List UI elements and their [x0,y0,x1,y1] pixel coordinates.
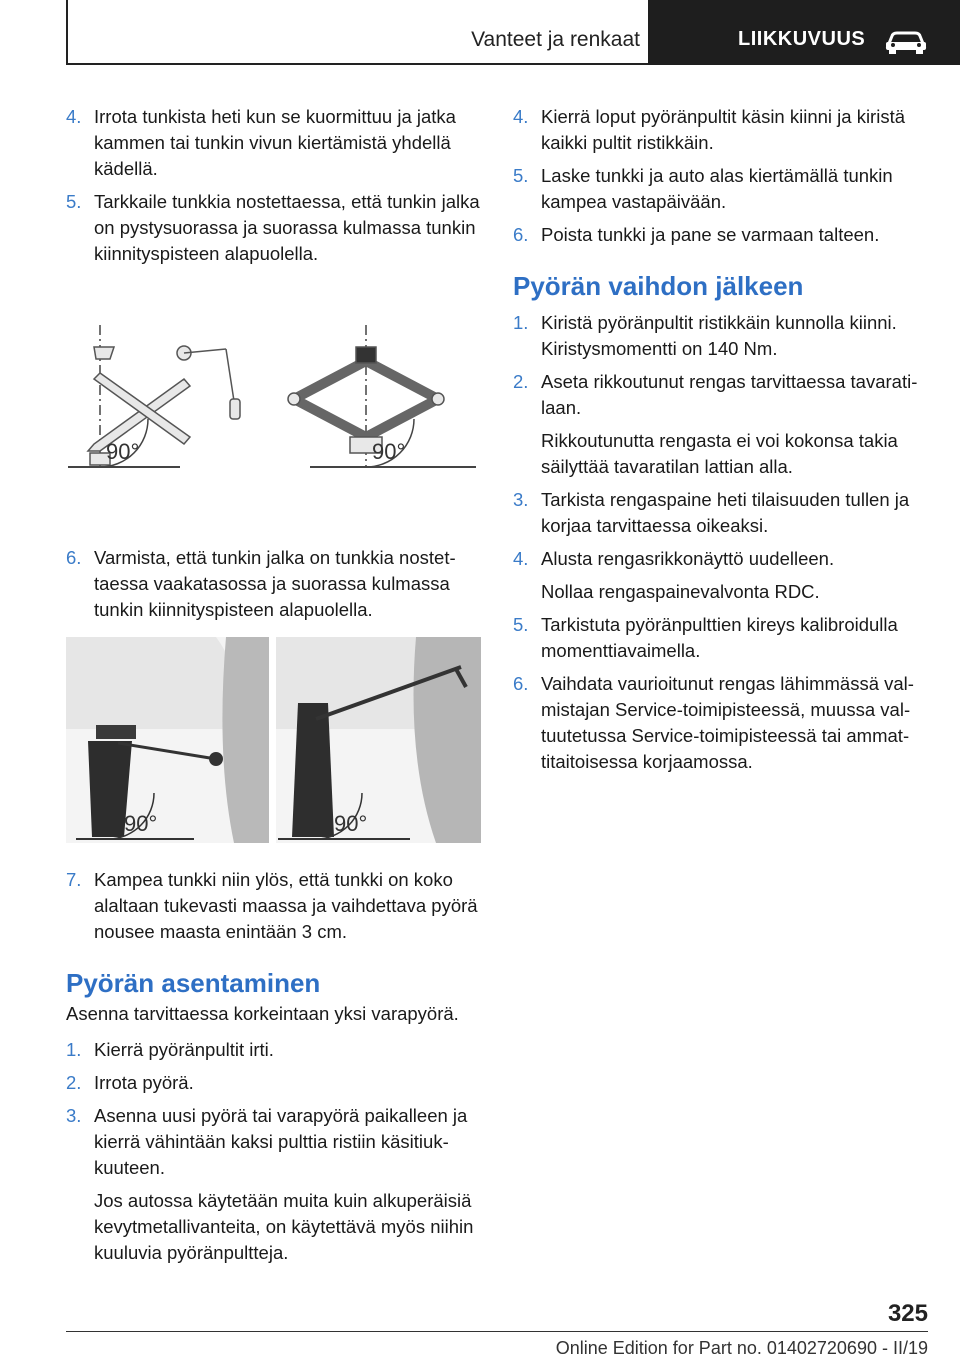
list-item [513,612,933,664]
list-item [513,487,933,539]
step-note: Rikkoutunutta rengasta ei voi kokonsa takia säilyttää tavaratilan lattian alla. [541,430,898,477]
step-note: Nollaa rengaspainevalvonta RDC. [541,581,820,602]
step-number: 2. [66,1072,82,1093]
step-number: 2. [513,371,529,392]
footer-edition: Online Edition for Part no. 01402720690 - II/19 [555,1338,928,1358]
step-number: 1. [66,1039,82,1060]
right-steps-b [513,310,933,775]
step-number: 5. [513,165,529,186]
list-item [513,310,933,362]
list-item [513,163,933,215]
step-note: Jos autossa käytetään muita kuin alkuperäisiä kevytmetallivanteita, on käytettävä myös niihin kuuluvia pyöränpultteja. [94,1190,474,1263]
jack-placement-photos [66,637,481,843]
list-item [513,369,933,480]
step-text: Kampea tunkki niin ylös, että tunkki on koko alaltaan tukevasti maassa ja vaihdettava pyörä nousee maasta enintään 3 cm. [94,869,478,942]
list-item [513,671,933,775]
step-number: 5. [66,191,82,212]
section-intro: Asenna tarvittaessa korkeintaan yksi varapyörä. [66,1003,459,1024]
right-steps-a [513,104,933,248]
step-text: Kierrä loput pyöränpultit käsin kiinni ja kiristä kaikki pultit ristikkäin. [541,106,906,153]
step-text: Irrota pyörä. [94,1072,194,1093]
step-number: 5. [513,614,529,635]
step-number: 6. [513,224,529,245]
step-number: 1. [513,312,529,333]
list-item [66,867,481,945]
list-item [66,545,481,623]
step-text: Kiristä pyöränpultit ristikkäin kunnolla kiinni. Kiristysmomentti on 140 Nm. [541,312,897,359]
step-text: Vaihdata vaurioitunut rengas lähimmässä valmistajan Service-toimipisteessä, muussa valtuutetussa Service-toimipisteessä tai ammattitaitoisessa korjaamossa. [541,673,914,772]
step-number: 6. [513,673,529,694]
step-number: 4. [66,106,82,127]
step-text: Irrota tunkista heti kun se kuormittuu ja jatka kammen tai tunkin vivun kiertämistä yhdellä kädellä. [94,106,456,179]
list-item [513,222,933,248]
section-heading-mounting: Pyörän asentaminen [66,968,321,998]
step-number: 4. [513,106,529,127]
step-text: Asenna uusi pyörä tai varapyörä paikalleen ja kierrä vähintään kaksi pulttia ristiin käsitiukkuuteen. [94,1105,468,1178]
header-chapter-label: LIIKKUVUUS [738,28,866,50]
list-item [66,1070,481,1096]
list-item [513,546,933,605]
car-icon [884,28,928,54]
list-item [66,104,481,182]
list-item [66,1103,481,1266]
step-text: Alusta rengasrikkonäyttö uudelleen. [541,548,835,569]
left-steps-a [66,104,481,267]
left-column [66,104,481,1273]
header-section-title: Vanteet ja renkaat [471,28,640,51]
step-number: 3. [66,1105,82,1126]
list-item [66,1037,481,1063]
step-number: 6. [66,547,82,568]
angle-label-left: 90° [106,439,140,464]
step-text: Laske tunkki ja auto alas kiertämällä tunkin kampea vastapäivään. [541,165,893,212]
step-number: 7. [66,869,82,890]
step-number: 4. [513,548,529,569]
angle-label-right: 90° [372,439,406,464]
step-text: Kierrä pyöränpultit irti. [94,1039,274,1060]
angle-label-photo-right: 90° [334,811,368,836]
scissor-jack-diagram [66,319,481,499]
header-bottom-rule [66,63,648,65]
header-chapter-tab[interactable] [648,0,960,65]
footer-rule [66,1331,928,1332]
step-number: 3. [513,489,529,510]
left-steps-b [66,1037,481,1266]
header-left-rule [66,0,68,64]
angle-label-photo-left: 90° [124,811,158,836]
step-text: Tarkkaile tunkkia nostettaessa, että tunkin jalka on pystysuorassa ja suorassa kulmassa tunkin kiinnityspisteen alapuolella. [94,191,480,264]
step-text: Tarkistuta pyöränpulttien kireys kalibroidulla momenttiavaimella. [541,614,898,661]
list-item [513,104,933,156]
section-heading-after-change: Pyörän vaihdon jälkeen [513,271,804,301]
step-text: Varmista, että tunkin jalka on tunkkia nostettaessa vaakatasossa ja suorassa kulmassa tunkin kiinnityspisteen alapuolella. [94,547,456,620]
right-column [513,104,933,782]
step-text: Aseta rikkoutunut rengas tarvittaessa tavaratilaan. [541,371,918,418]
page-number: 325 [887,1300,928,1327]
step-text: Tarkista rengaspaine heti tilaisuuden tullen ja korjaa tarvittaessa oikeaksi. [541,489,910,536]
list-item [66,189,481,267]
step-text: Poista tunkki ja pane se varmaan talteen. [541,224,880,245]
